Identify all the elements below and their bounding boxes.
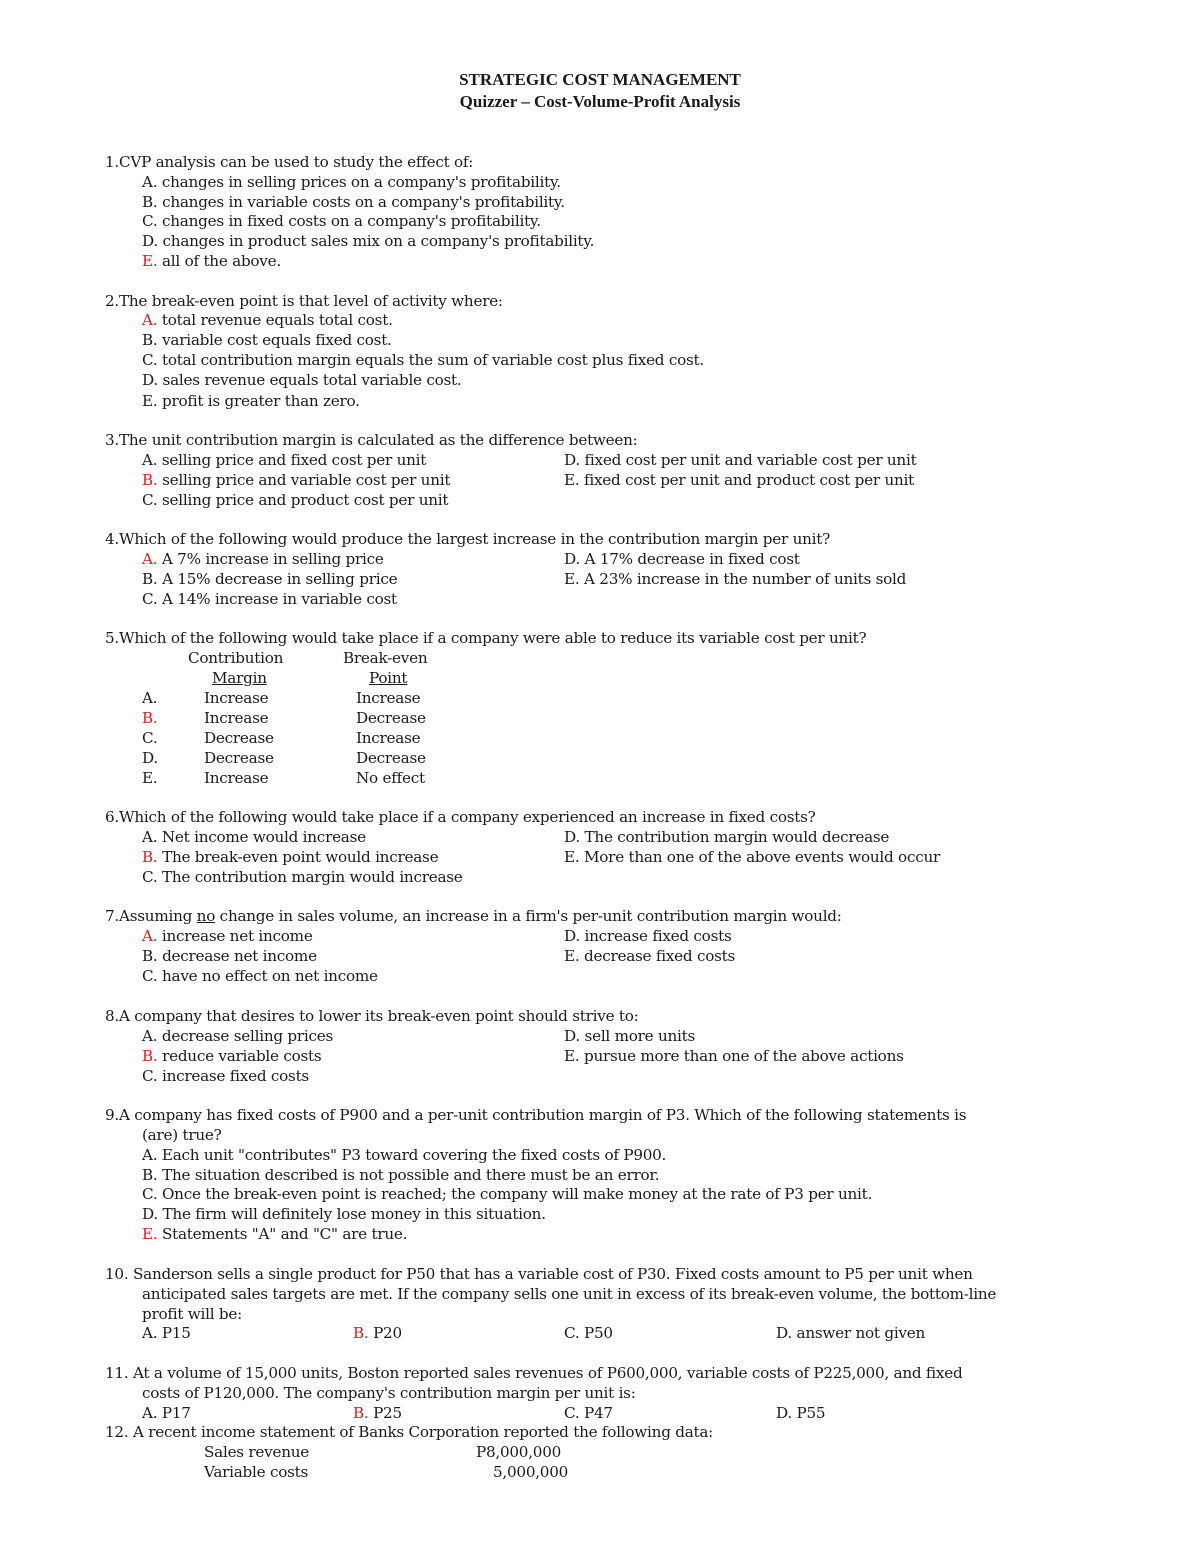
q5-col1-subheader: Margin	[212, 669, 267, 687]
q9-stem-cont: (are) true?	[142, 1126, 222, 1144]
q12-row-value: 5,000,000	[493, 1463, 569, 1481]
q3-option-a: A. selling price and fixed cost per unit	[142, 451, 427, 469]
q8-option-c: C. increase fixed costs	[142, 1067, 309, 1085]
q1-option-c: C. changes in fixed costs on a company's profitability.	[142, 212, 541, 230]
q7-option-c: C. have no effect on net income	[142, 967, 378, 985]
q1-option-a: A. changes in selling prices on a company's profitability.	[142, 173, 561, 191]
q4-option-b: B. A 15% decrease in selling price	[142, 570, 398, 588]
q6-option-b: B. The break-even point would increase	[142, 848, 439, 866]
q4-option-d: D. A 17% decrease in fixed cost	[564, 550, 800, 568]
q2-option-d: D. sales revenue equals total variable cost.	[142, 371, 462, 389]
q9-stem: 9.A company has fixed costs of P900 and a per-unit contribution margin of P3. Which of the following statements is	[105, 1106, 967, 1124]
q5-row-c2: Decrease	[356, 749, 426, 767]
q1-option-d: D. changes in product sales mix on a company's profitability.	[142, 232, 595, 250]
q2-option-c: C. total contribution margin equals the sum of variable cost plus fixed cost.	[142, 351, 704, 369]
q2-option-a: A. total revenue equals total cost.	[142, 311, 393, 329]
q5-stem: 5.Which of the following would take place if a company were able to reduce its variable cost per unit?	[105, 629, 867, 647]
q6-option-a: A. Net income would increase	[142, 828, 366, 846]
q7-option-d: D. increase fixed costs	[564, 927, 732, 945]
q10-option-a: A. P15	[142, 1324, 191, 1342]
answer-letter: B.	[142, 709, 158, 727]
q5-row-c2: No effect	[356, 769, 425, 787]
q5-col2-subheader: Point	[369, 669, 408, 687]
q5-col1-header: Contribution	[188, 649, 284, 667]
q11-option-a: A. P17	[142, 1404, 191, 1422]
q10-stem-cont: anticipated sales targets are met. If the company sells one unit in excess of its break-even volume, the bottom-line	[142, 1285, 997, 1303]
q5-row-letter: D.	[142, 749, 158, 767]
q5-col2-header: Break-even	[343, 649, 428, 667]
q6-option-c: C. The contribution margin would increase	[142, 868, 463, 886]
q3-option-d: D. fixed cost per unit and variable cost per unit	[564, 451, 917, 469]
q7-stem: 7.Assuming no change in sales volume, an increase in a firm's per-unit contribution margin would:	[105, 907, 842, 925]
answer-letter: A.	[142, 550, 158, 568]
q8-option-d: D. sell more units	[564, 1027, 696, 1045]
q11-option-b: B. P25	[353, 1404, 402, 1422]
q5-row-c1: Increase	[204, 689, 269, 707]
q5-row-c2: Increase	[356, 729, 421, 747]
q10-stem: 10. Sanderson sells a single product for P50 that has a variable cost of P30. Fixed costs amount to P5 per unit when	[105, 1265, 973, 1283]
document-title: STRATEGIC COST MANAGEMENT	[459, 70, 741, 89]
q10-option-d: D. answer not given	[776, 1324, 926, 1342]
q1-option-e: E. all of the above.	[142, 252, 281, 270]
q9-option-c: C. Once the break-even point is reached; the company will make money at the rate of P3 per unit.	[142, 1185, 873, 1203]
q11-stem: 11. At a volume of 15,000 units, Boston reported sales revenues of P600,000, variable costs of P225,000, and fixed	[105, 1364, 963, 1382]
q3-option-e: E. fixed cost per unit and product cost per unit	[564, 471, 914, 489]
q11-option-c: C. P47	[564, 1404, 613, 1422]
document-subtitle: Quizzer – Cost-Volume-Profit Analysis	[459, 92, 741, 111]
q3-option-c: C. selling price and product cost per unit	[142, 491, 449, 509]
q8-option-e: E. pursue more than one of the above actions	[564, 1047, 904, 1065]
q4-option-e: E. A 23% increase in the number of units sold	[564, 570, 907, 588]
answer-letter: B.	[142, 471, 158, 489]
answer-letter: E.	[142, 252, 158, 270]
q12-row-value: P8,000,000	[476, 1443, 562, 1461]
q6-stem: 6.Which of the following would take place if a company experienced an increase in fixed costs?	[105, 808, 816, 826]
answer-letter: B.	[353, 1324, 369, 1342]
q2-option-b: B. variable cost equals fixed cost.	[142, 331, 392, 349]
q1-option-b: B. changes in variable costs on a company's profitability.	[142, 193, 565, 211]
q7-option-e: E. decrease fixed costs	[564, 947, 736, 965]
q9-option-b: B. The situation described is not possible and there must be an error.	[142, 1166, 660, 1184]
answer-letter: A.	[142, 311, 158, 329]
q10-option-c: C. P50	[564, 1324, 613, 1342]
answer-letter: B.	[142, 848, 158, 866]
q9-option-d: D. The firm will definitely lose money in this situation.	[142, 1205, 546, 1223]
q5-row-c2: Decrease	[356, 709, 426, 727]
answer-letter: B.	[142, 1047, 158, 1065]
q5-row-letter: A.	[142, 689, 158, 707]
q6-option-e: E. More than one of the above events would occur	[564, 848, 941, 866]
q7-option-a: A. increase net income	[142, 927, 313, 945]
q8-option-b: B. reduce variable costs	[142, 1047, 322, 1065]
q3-stem: 3.The unit contribution margin is calculated as the difference between:	[105, 431, 638, 449]
q9-option-a: A. Each unit "contributes" P3 toward covering the fixed costs of P900.	[142, 1146, 667, 1164]
q5-row-c1: Increase	[204, 709, 269, 727]
q10-option-b: B. P20	[353, 1324, 402, 1342]
q2-stem: 2.The break-even point is that level of activity where:	[105, 292, 503, 310]
q5-row-letter: C.	[142, 729, 158, 747]
answer-letter: E.	[142, 1225, 158, 1243]
q2-option-e: E. profit is greater than zero.	[142, 392, 360, 410]
q6-option-d: D. The contribution margin would decrease	[564, 828, 890, 846]
q8-stem: 8.A company that desires to lower its break-even point should strive to:	[105, 1007, 639, 1025]
q5-row-c1: Increase	[204, 769, 269, 787]
q10-stem-cont: profit will be:	[142, 1305, 243, 1323]
q3-option-b: B. selling price and variable cost per unit	[142, 471, 451, 489]
q12-row-label: Variable costs	[204, 1463, 309, 1481]
q5-row-c1: Decrease	[204, 729, 274, 747]
q4-stem: 4.Which of the following would produce the largest increase in the contribution margin per unit?	[105, 530, 831, 548]
q9-option-e: E. Statements "A" and "C" are true.	[142, 1225, 408, 1243]
q5-row-letter: E.	[142, 769, 158, 787]
q11-stem-cont: costs of P120,000. The company's contribution margin per unit is:	[142, 1384, 636, 1402]
answer-letter: A.	[142, 927, 158, 945]
q12-row-label: Sales revenue	[204, 1443, 310, 1461]
q1-stem: 1.CVP analysis can be used to study the effect of:	[105, 153, 474, 171]
q7-option-b: B. decrease net income	[142, 947, 317, 965]
q8-option-a: A. decrease selling prices	[142, 1027, 334, 1045]
q4-option-a: A. A 7% increase in selling price	[142, 550, 384, 568]
q5-row-c1: Decrease	[204, 749, 274, 767]
q5-row-c2: Increase	[356, 689, 421, 707]
answer-letter: B.	[353, 1404, 369, 1422]
q12-stem: 12. A recent income statement of Banks Corporation reported the following data:	[105, 1423, 714, 1441]
q4-option-c: C. A 14% increase in variable cost	[142, 590, 397, 608]
q11-option-d: D. P55	[776, 1404, 826, 1422]
